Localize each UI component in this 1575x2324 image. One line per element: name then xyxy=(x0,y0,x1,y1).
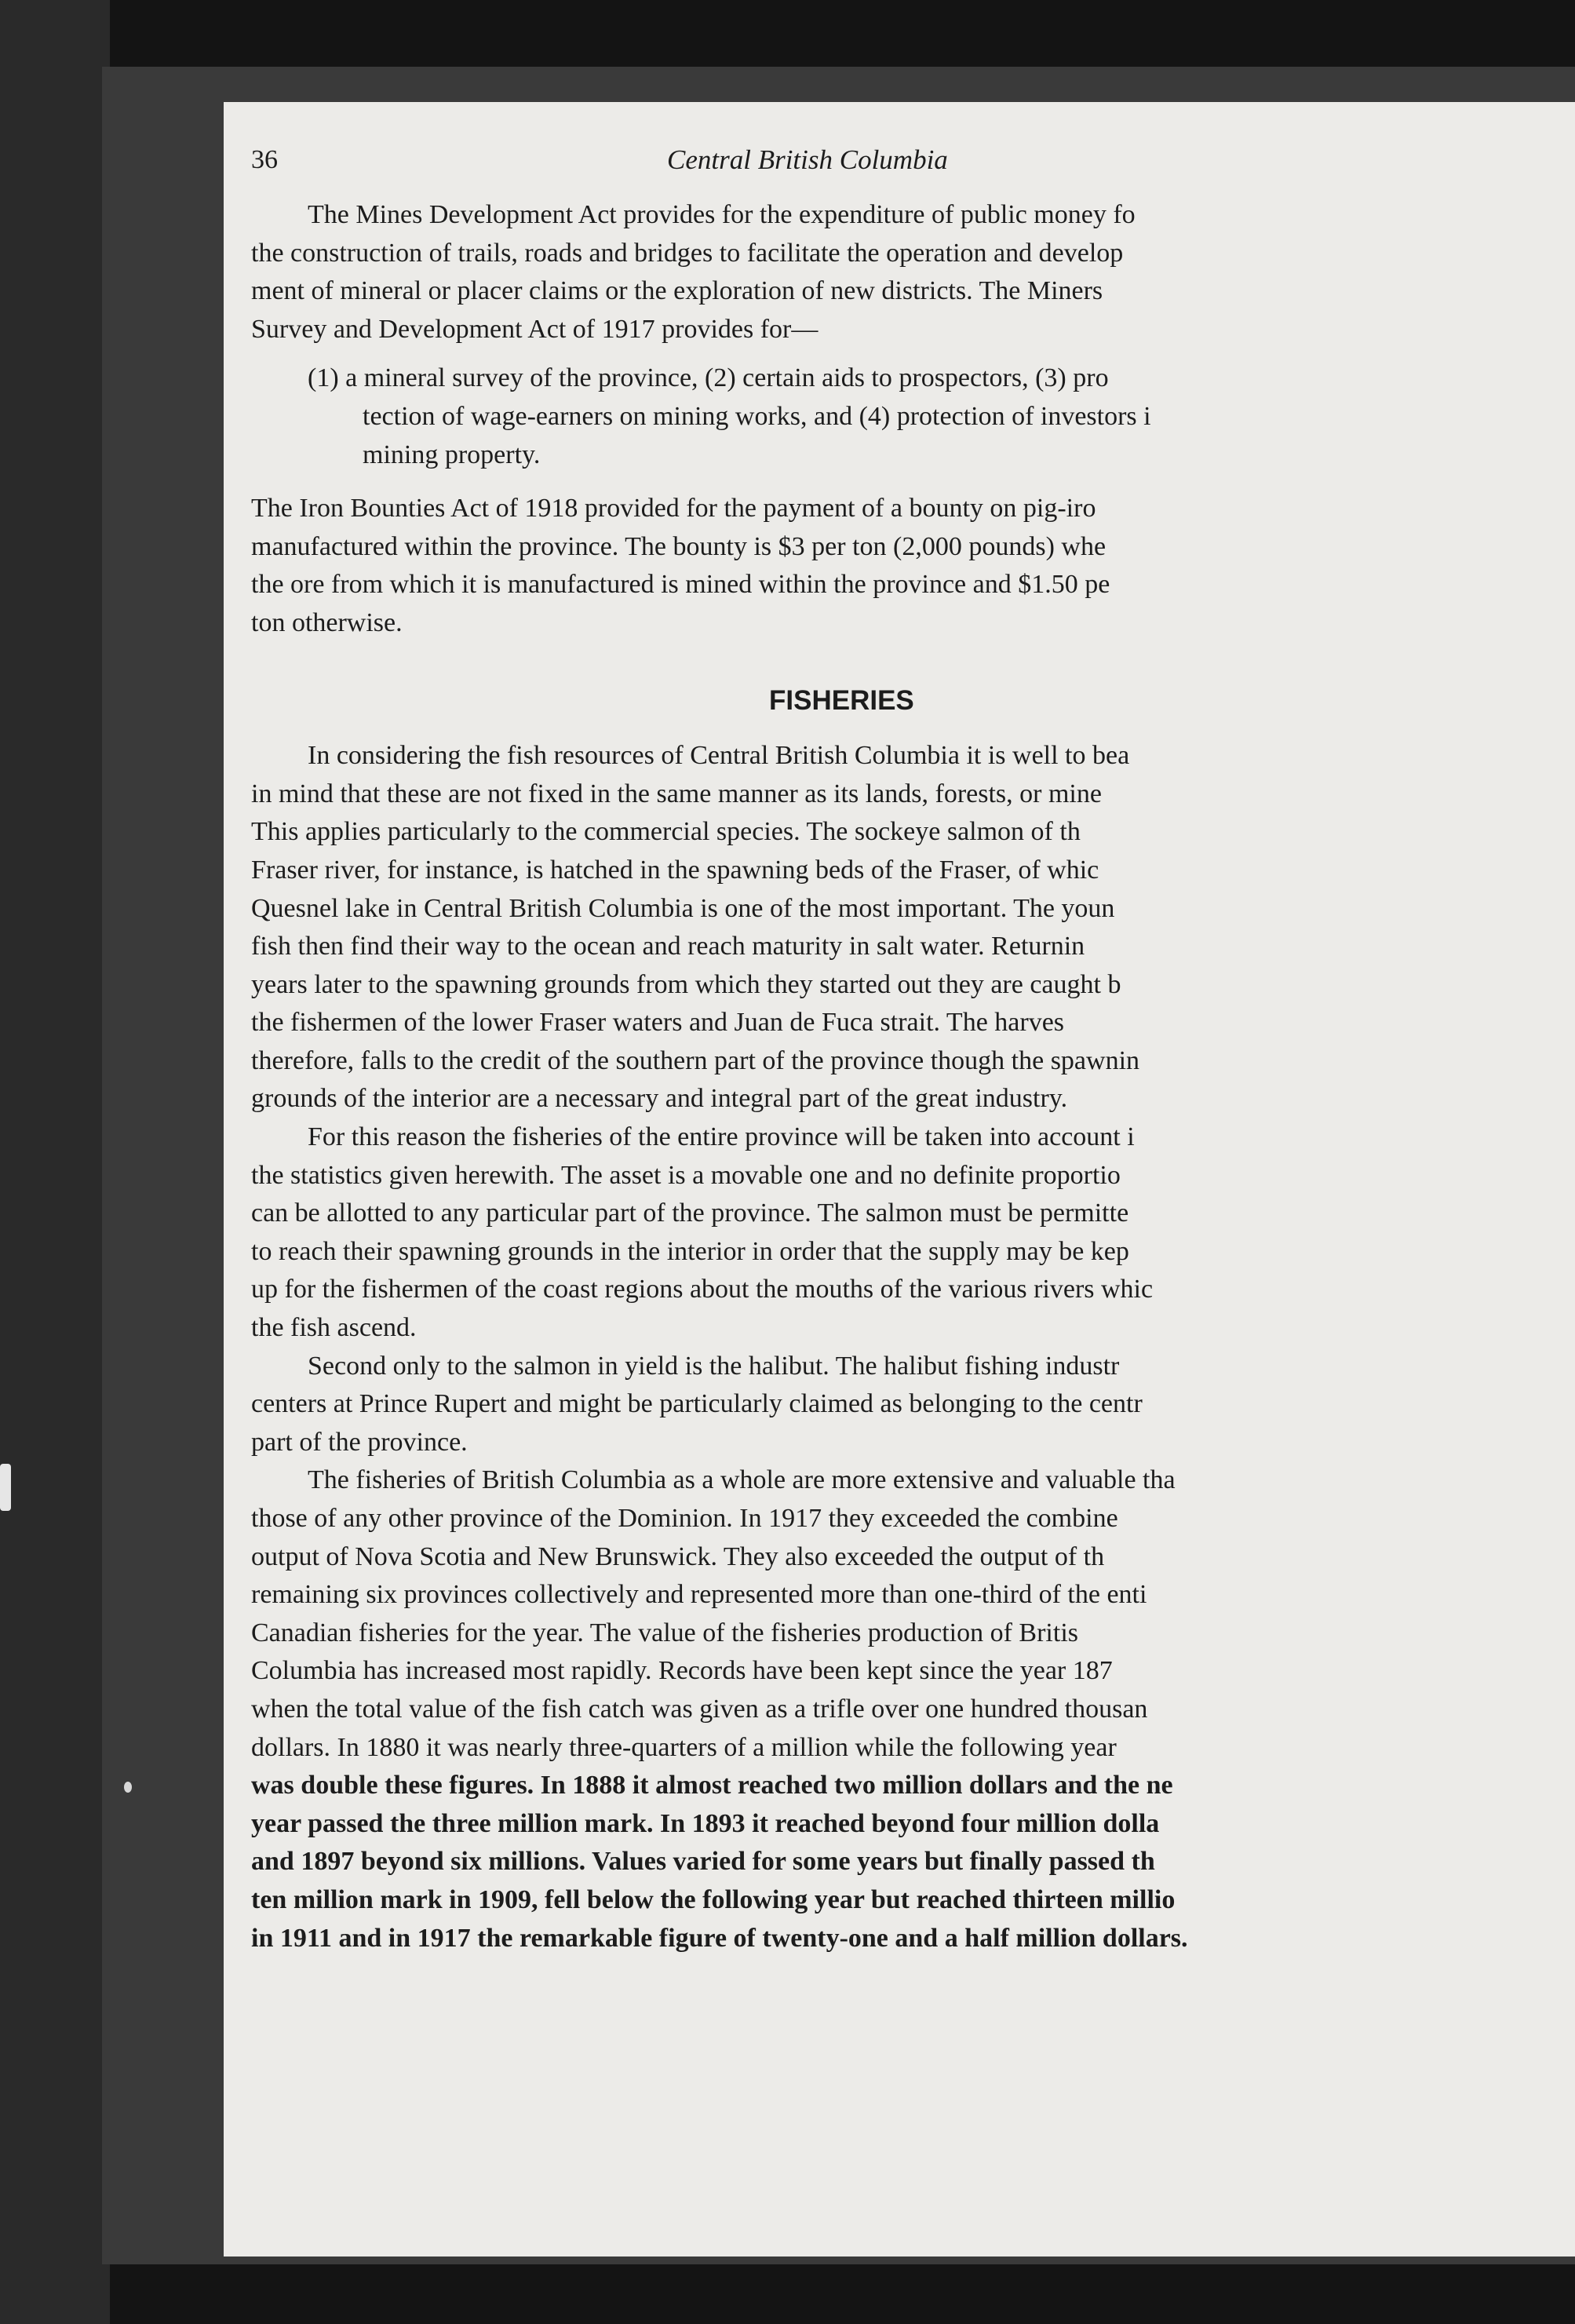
text-line: ton otherwise. xyxy=(251,607,403,637)
text-line: remaining six provinces collectively and represented more than one-third of the enti xyxy=(251,1580,1147,1610)
text-line: and 1897 beyond six millions. Values varied for some years but finally passed th xyxy=(251,1847,1155,1877)
text-line: therefore, falls to the credit of the southern part of the province though the spawnin xyxy=(251,1045,1140,1075)
text-line: the fishermen of the lower Fraser waters and Juan de Fuca strait. The harves xyxy=(251,1008,1065,1038)
text-line: up for the fishermen of the coast regions about the mouths of the various rivers whic xyxy=(251,1275,1154,1304)
film-speck xyxy=(0,1464,11,1511)
text-line: output of Nova Scotia and New Brunswick. They also exceeded the output of th xyxy=(251,1541,1105,1571)
text-line: to reach their spawning grounds in the interior in order that the supply may be kep xyxy=(251,1236,1129,1266)
text-line: The fisheries of British Columbia as a whole are more extensive and valuable tha xyxy=(308,1465,1176,1495)
text-line: the ore from which it is manufactured is mined within the province and $1.50 pe xyxy=(251,570,1110,600)
text-line: ten million mark in 1909, fell below the following year but reached thirteen millio xyxy=(251,1884,1176,1914)
text-line: For this reason the fisheries of the entire province will be taken into account i xyxy=(308,1122,1135,1152)
text-line: The Mines Development Act provides for the expenditure of public money fo xyxy=(308,200,1136,229)
text-line: Columbia has increased most rapidly. Records have been kept since the year 187 xyxy=(251,1656,1113,1686)
text-line: can be allotted to any particular part of the province. The salmon must be permitte xyxy=(251,1198,1129,1228)
page-text xyxy=(251,141,1373,1957)
running-header xyxy=(251,141,1373,196)
text-line: ment of mineral or placer claims or the exploration of new districts. The Miners xyxy=(251,276,1103,306)
text-line: Second only to the salmon in yield is the halibut. The halibut fishing industr xyxy=(308,1351,1120,1381)
section-heading: FISHERIES xyxy=(769,684,914,716)
list-item-continued: mining property. xyxy=(363,440,541,469)
list-item: (1) a mineral survey of the province, (2) certain aids to prospectors, (3) pro xyxy=(308,363,1109,393)
text-line: years later to the spawning grounds from which they started out they are caught b xyxy=(251,969,1121,999)
text-line: Canadian fisheries for the year. The value of the fisheries production of Britis xyxy=(251,1618,1078,1647)
text-line: In considering the fish resources of Central British Columbia it is well to bea xyxy=(308,741,1130,771)
paragraph-fish-resources xyxy=(251,737,1373,1118)
text-line: Survey and Development Act of 1917 provides for— xyxy=(251,314,818,344)
paragraph-halibut xyxy=(251,1348,1373,1462)
film-left-edge xyxy=(0,0,110,2324)
paragraph-statistics xyxy=(251,1118,1373,1348)
text-line: centers at Prince Rupert and might be particularly claimed as belonging to the centr xyxy=(251,1389,1143,1419)
text-line: in 1911 and in 1917 the remarkable figure of twenty-one and a half million dollars. xyxy=(251,1923,1188,1953)
paragraph-mines-act xyxy=(251,196,1373,348)
provisions-list xyxy=(251,359,1373,474)
text-line: part of the province. xyxy=(251,1427,468,1457)
text-line: fish then find their way to the ocean and reach maturity in salt water. Returnin xyxy=(251,932,1085,961)
text-line: manufactured within the province. The bounty is $3 per ton (2,000 pounds) whe xyxy=(251,531,1107,561)
spacer xyxy=(251,348,1373,359)
text-line: This applies particularly to the commercial species. The sockeye salmon of th xyxy=(251,817,1081,847)
text-line: the statistics given herewith. The asset is a movable one and no definite proportio xyxy=(251,1160,1121,1190)
text-line: year passed the three million mark. In 1893 it reached beyond four million dolla xyxy=(251,1808,1160,1838)
text-line: when the total value of the fish catch was given as a trifle over one hundred thousan xyxy=(251,1694,1148,1724)
paragraph-iron-bounties xyxy=(251,490,1373,642)
film-speck xyxy=(124,1782,132,1793)
text-line: Quesnel lake in Central British Columbia is one of the most important. The youn xyxy=(251,893,1115,923)
text-line: those of any other province of the Dominion. In 1917 they exceeded the combine xyxy=(251,1504,1118,1533)
text-line: The Iron Bounties Act of 1918 provided for the payment of a bounty on pig-iro xyxy=(251,494,1096,524)
text-line: in mind that these are not fixed in the same manner as its lands, forests, or mine xyxy=(251,779,1102,808)
spacer xyxy=(251,474,1373,490)
text-line: the fish ascend. xyxy=(251,1313,417,1343)
text-line: was double these figures. In 1888 it almost reached two million dollars and the ne xyxy=(251,1771,1173,1800)
text-line: the construction of trails, roads and bridges to facilitate the operation and develop xyxy=(251,238,1124,268)
text-line: dollars. In 1880 it was nearly three-quarters of a million while the following year xyxy=(251,1732,1117,1762)
text-line: grounds of the interior are a necessary and integral part of the great industry. xyxy=(251,1084,1068,1114)
page-number: 36 xyxy=(251,145,278,174)
text-line: Fraser river, for instance, is hatched in the spawning beds of the Fraser, of whic xyxy=(251,855,1099,885)
paragraph-fisheries-value xyxy=(251,1461,1373,1957)
running-title: Central British Columbia xyxy=(667,144,948,175)
list-item-continued: tection of wage-earners on mining works, and (4) protection of investors i xyxy=(363,401,1151,431)
